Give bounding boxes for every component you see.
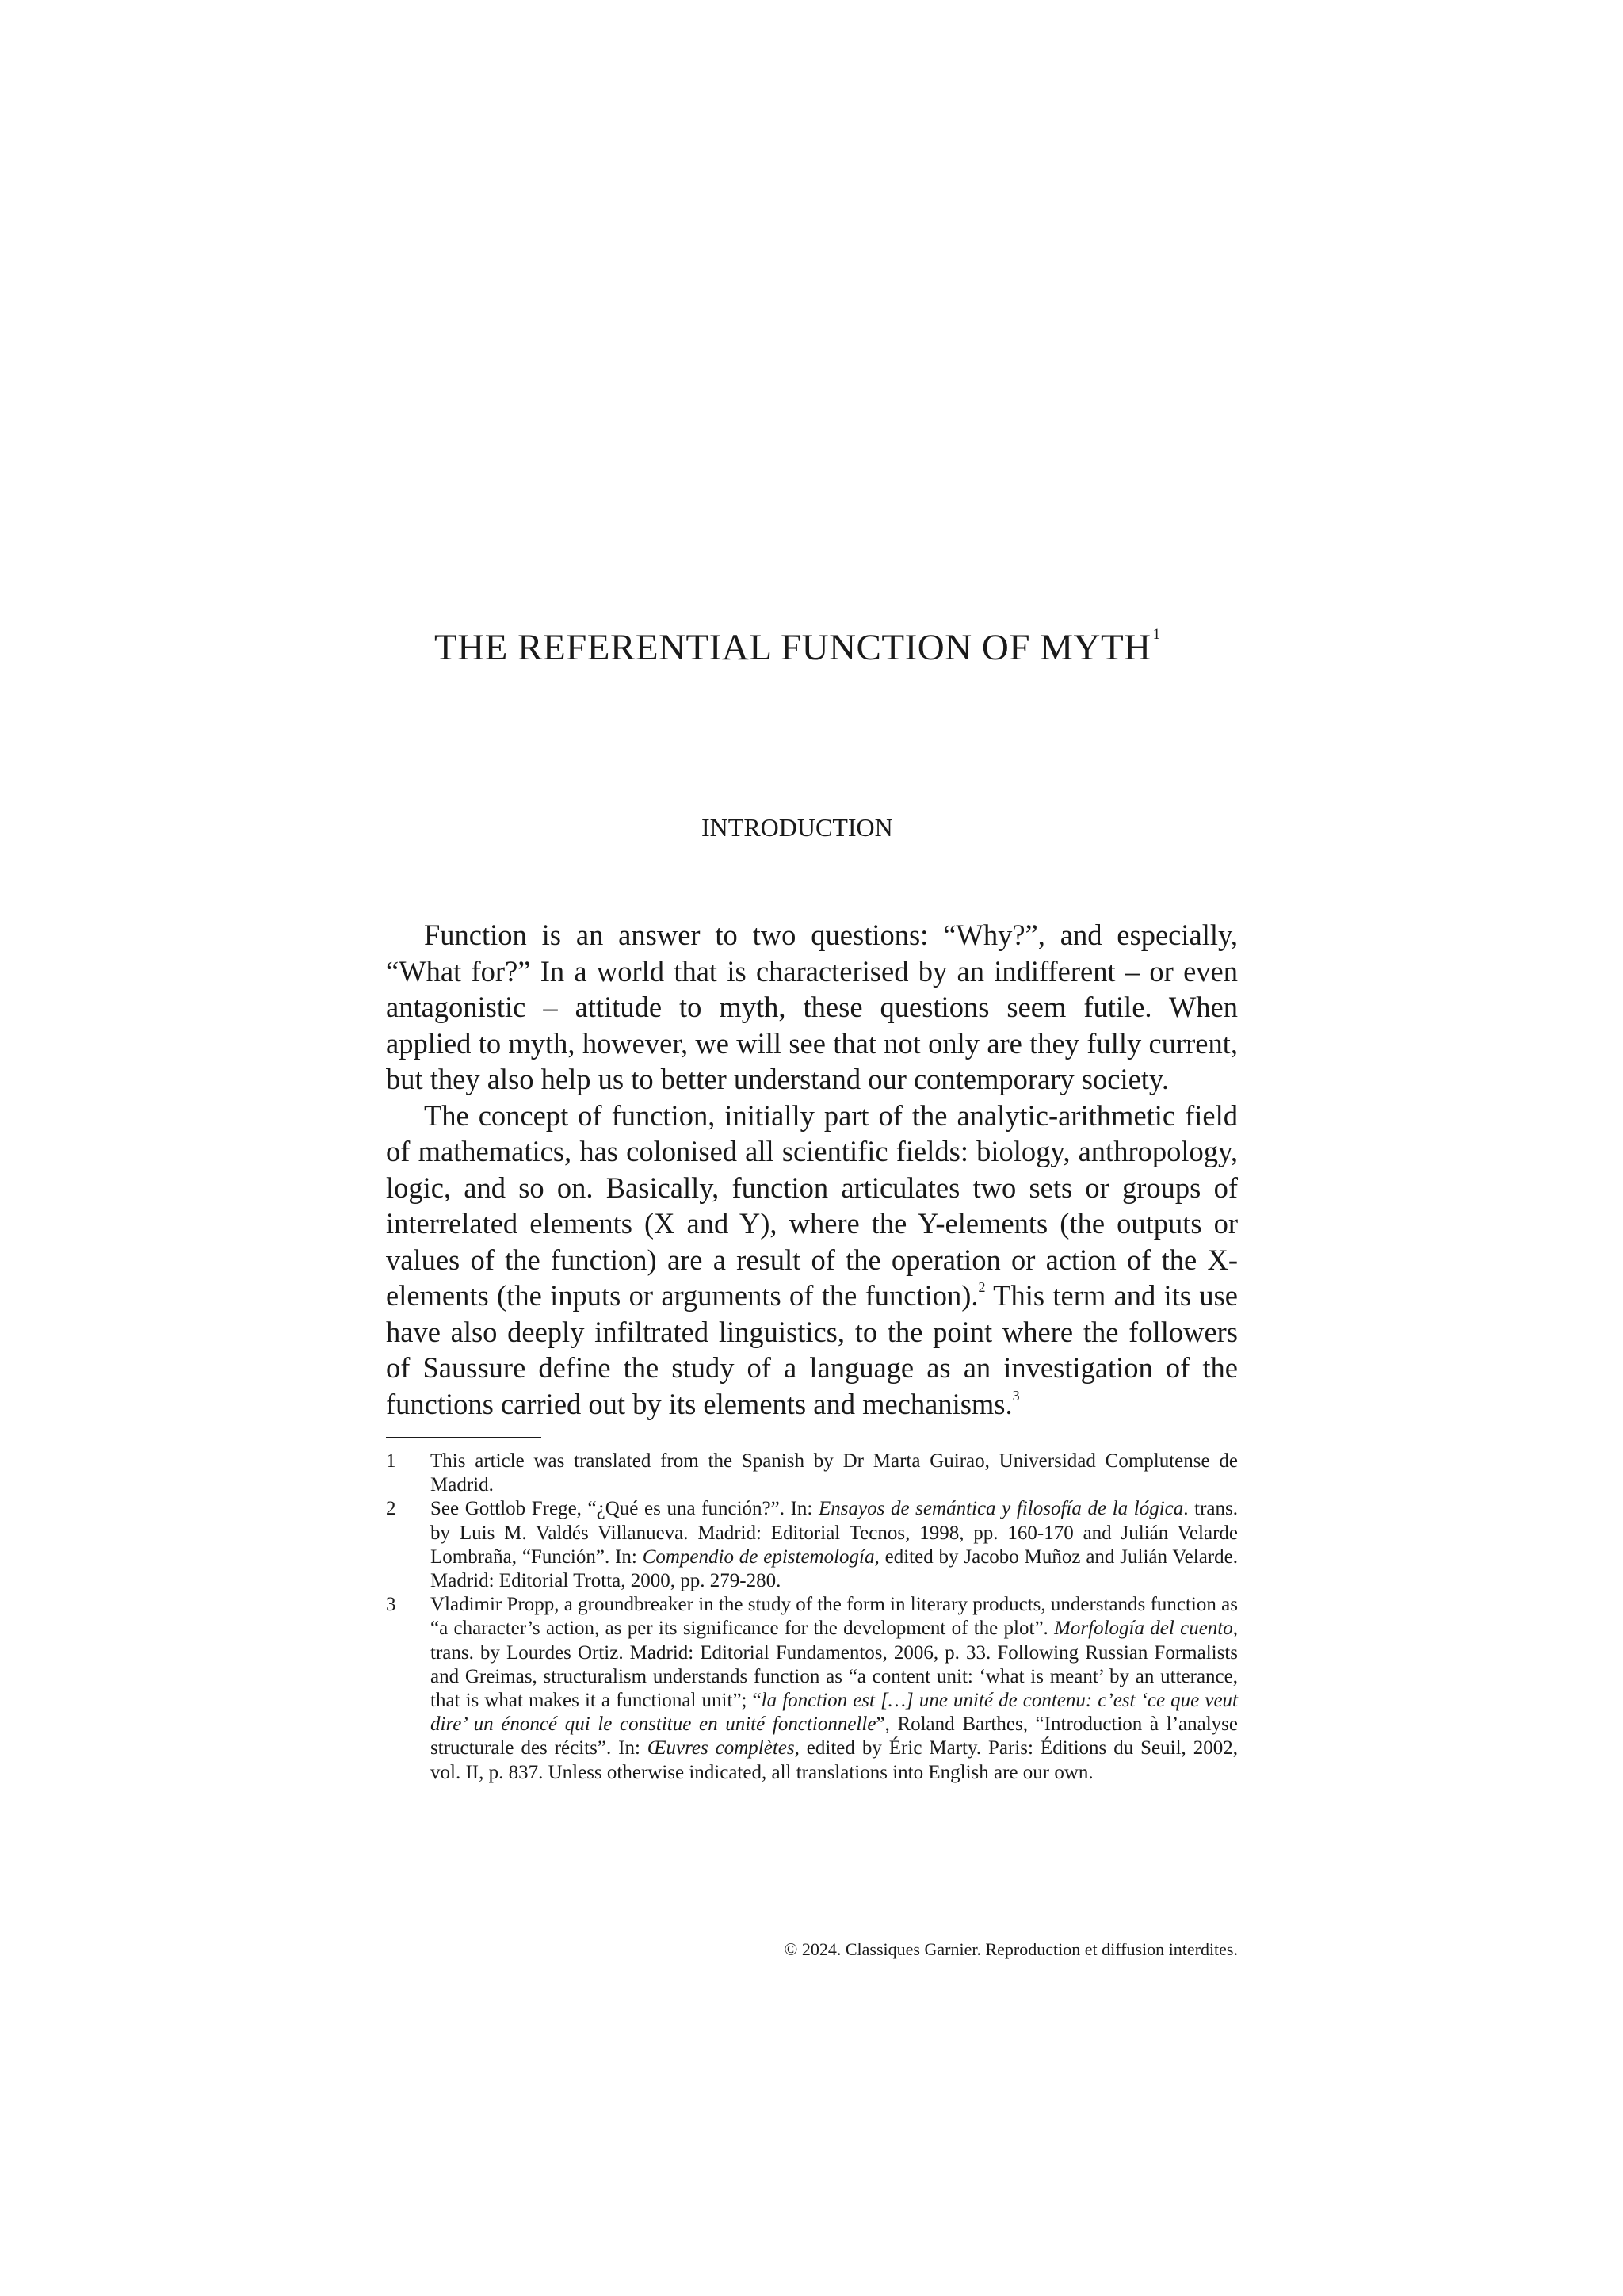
footnote-text (430, 1497, 1238, 1593)
footnote-italic-quote: la fonction est […] une unité de contenu: c’est ‘ce que veut dire’ un énoncé qui le constitue en unité fonctionnelle (430, 1690, 1239, 1736)
footnote-text (430, 1593, 1238, 1785)
footnote-2 (386, 1497, 1238, 1593)
footnote-number: 1 (386, 1450, 396, 1472)
section-heading: INTRODUCTION (701, 813, 893, 842)
paragraph-2-part-b: This term and its use have also deeply infiltrated linguistics, to the point where the followers of Saussure define the study of a language as an investigation of the functions carried out by its elements and mechanisms. (386, 1279, 1238, 1420)
body-text (386, 917, 1238, 1422)
copyright-notice: © 2024. Classiques Garnier. Reproduction et diffusion interdites. (784, 1939, 1238, 1959)
footnote-3 (386, 1593, 1238, 1785)
footnote-text-run: . trans. by Luis M. Valdés Villanueva. Madrid: Editorial Tecnos, 1998, pp. 160-170 and Julián Velarde Lombraña, “Función”. In: (430, 1498, 1238, 1568)
footnote-text-run: , edited by Éric Marty. Paris: Éditions du Seuil, 2002, vol. II, p. 837. Unless otherwise indicated, all translations into English are our own. (430, 1737, 1238, 1783)
title-footnote-ref[interactable]: 1 (1152, 626, 1161, 643)
paragraph-2 (386, 1098, 1238, 1423)
footnotes (386, 1450, 1238, 1785)
footnote-italic-title: Compendio de epistemología (642, 1545, 875, 1568)
footnote-ref-2[interactable]: 2 (978, 1279, 986, 1295)
footnote-ref-3[interactable]: 3 (1012, 1387, 1020, 1404)
paragraph-1: Function is an answer to two questions: “Why?”, and especially, “What for?” In a world that is characterised by an indifferent – or even antagonistic – attitude to myth, these questions seem futile. When applied to myth, however, we will see that not only are they fully current, but they also help us to better understand our contemporary society. (386, 919, 1238, 1095)
footnote-italic-title: Morfología del cuento (1054, 1618, 1233, 1640)
footnote-separator (386, 1437, 541, 1438)
footnote-text: This article was translated from the Spanish by Dr Marta Guirao, Universidad Complutense de Madrid. (430, 1450, 1238, 1496)
footnote-text-run: Vladimir Propp, a groundbreaker in the study of the form in literary products, understands function as “a character’s action, as per its significance for the development of the plot”. (430, 1594, 1238, 1640)
footnote-number: 3 (386, 1594, 396, 1616)
title-text: THE REFERENTIAL FUNCTION OF MYTH (434, 627, 1151, 668)
article-title (434, 626, 1161, 669)
footnote-text-run: , edited by Jacobo Muñoz and Julián Velarde. Madrid: Editorial Trotta, 2000, pp. 279-280. (430, 1545, 1238, 1592)
footnote-text-run: See Gottlob Frege, “¿Qué es una función?”. In: (430, 1498, 819, 1520)
footnote-italic-title: Ensayos de semántica y filosofía de la lógica (819, 1498, 1184, 1520)
footnote-text-run: ”, Roland Barthes, “Introduction à l’analyse structurale des récits”. In: (430, 1713, 1238, 1759)
footnote-number: 2 (386, 1498, 396, 1520)
footnote-italic-title: Œuvres complètes (647, 1737, 795, 1759)
footnote-1 (386, 1450, 1238, 1497)
footnote-text-run: , trans. by Lourdes Ortiz. Madrid: Editorial Fundamentos, 2006, p. 33. Following Russian Formalists and Greimas, structuralism understands function as “a content unit: ‘what is meant’ by an utterance, that is what makes it a functional unit”; “ (430, 1618, 1238, 1712)
paragraph-2-part-a: The concept of function, initially part of the analytic-arithmetic field of mathematics, has colonised all scientific fields: biology, anthropology, logic, and so on. Basically, function articulates two sets or groups of interrelated elements (X and Y), where the Y-elements (the outputs or values of the function) are a result of the operation or action of the X-elements (the inputs or arguments of the function). (386, 1098, 1238, 1312)
